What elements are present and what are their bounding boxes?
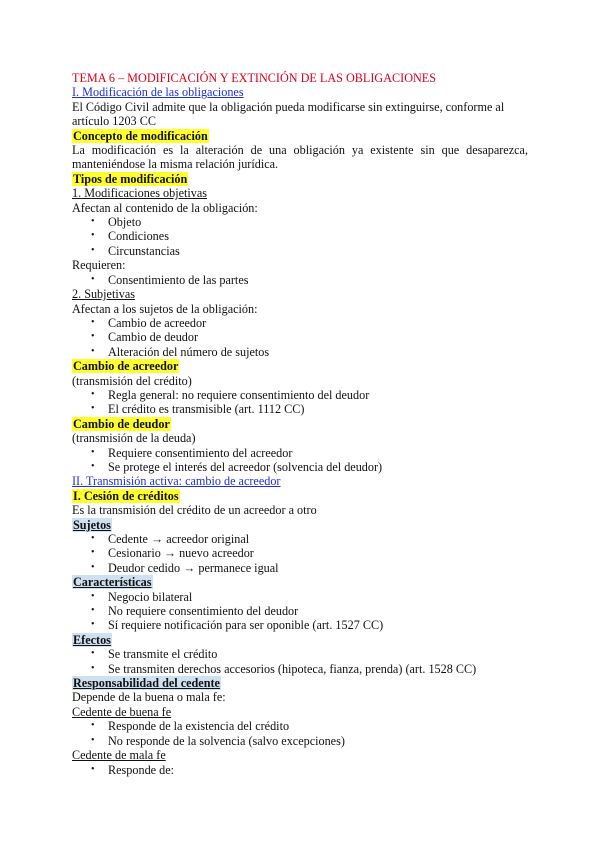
list-item: • Regla general: no requiere consentimiento del deudor [91,387,370,402]
requieren-label: Requieren: [72,258,126,273]
buena-fe-list [72,719,528,748]
efectos-heading: Efectos [73,632,111,647]
bullet-icon: • [91,605,95,617]
bullet-icon: • [91,662,95,674]
responsabilidad-heading: Responsabilidad del cedente [73,676,220,691]
buena-fe-heading: Cedente de buena fe [72,704,172,719]
requieren-list [72,273,528,287]
cambio-deudor-heading: Cambio de deudor [73,416,170,431]
list-item: • Cambio de acreedor [91,315,207,330]
bullet-icon: • [91,230,95,242]
objetivas-heading: 1. Modificaciones objetivas [72,186,208,201]
bullet-icon: • [91,273,95,285]
list-item: • Se transmite el crédito [91,647,218,662]
concepto-text: La modificación es la alteración de una obligación ya existente sin que desaparezca, manteniéndose la misma relación jurídica. [72,143,528,172]
cambio-acreedor-heading: Cambio de acreedor [73,359,179,374]
bullet-icon: • [91,590,95,602]
sujetos-list [72,532,528,575]
list-item: • Circunstancias [91,243,180,258]
caracteristicas-list [72,590,528,633]
list-item: • Cesionario → nuevo acreedor [91,546,254,561]
bullet-icon: • [91,648,95,660]
list-item: • Deudor cedido → permanece igual [91,560,279,575]
bullet-icon: • [91,460,95,472]
concepto-heading: Concepto de modificación [73,128,208,143]
bullet-icon: • [91,345,95,357]
objetivas-list [72,215,528,258]
list-item: • Condiciones [91,229,169,244]
list-item: • Alteración del número de sujetos [91,344,270,359]
list-item: • El crédito es transmisible (art. 1112 CC) [91,402,305,417]
bullet-icon: • [91,547,95,559]
intro-line-2: artículo 1203 CC [72,114,156,129]
section-heading-transmision[interactable]: II. Transmisión activa: cambio de acreedor [72,474,281,489]
list-item: • Cambio de deudor [91,330,199,345]
cambio-acreedor-sub: (transmisión del crédito) [72,373,192,388]
list-item: • Sí requiere notificación para ser oponible (art. 1527 CC) [91,618,384,633]
list-item: • Consentimiento de las partes [91,272,249,287]
subjetivas-heading: 2. Subjetivas [72,287,135,302]
objetivas-lead: Afectan al contenido de la obligación: [72,200,258,215]
tipos-heading: Tipos de modificación [73,171,188,186]
cesion-heading: I. Cesión de créditos [73,488,179,503]
mala-fe-heading: Cedente de mala fe [72,748,166,763]
cambio-deudor-list [72,446,528,475]
responsabilidad-lead: Depende de la buena o mala fe: [72,690,226,705]
bullet-icon: • [91,720,95,732]
bullet-icon: • [91,561,95,573]
bullet-icon: • [91,619,95,631]
section-heading-modificacion[interactable]: I. Modificación de las obligaciones [72,85,244,100]
caracteristicas-heading: Características [73,575,152,590]
list-item: • Negocio bilateral [91,589,193,604]
list-item: • Requiere consentimiento del acreedor [91,445,293,460]
list-item: • Se protege el interés del acreedor (solvencia del deudor) [91,459,383,474]
cesion-text: Es la transmisión del crédito de un acreedor a otro [72,503,317,518]
intro-line-1: El Código Civil admite que la obligación pueda modificarse sin extinguirse, conforme al [72,99,505,114]
cambio-acreedor-list [72,388,528,417]
list-item: • No responde de la solvencia (salvo excepciones) [91,733,345,748]
efectos-list [72,647,528,676]
list-item: • Se transmiten derechos accesorios (hipoteca, fianza, prenda) (art. 1528 CC) [91,661,477,676]
list-item: • Objeto [91,215,142,230]
bullet-icon: • [91,331,95,343]
bullet-icon: • [91,388,95,400]
cambio-deudor-sub: (transmisión de la deuda) [72,431,196,446]
bullet-icon: • [91,446,95,458]
bullet-icon: • [91,244,95,256]
list-item: • Responde de la existencia del crédito [91,719,290,734]
bullet-icon: • [91,403,95,415]
mala-fe-list [72,763,528,777]
subjetivas-lead: Afectan a los sujetos de la obligación: [72,301,258,316]
bullet-icon: • [91,316,95,328]
sujetos-heading: Sujetos [73,517,111,532]
document-body [72,71,528,777]
bullet-icon: • [91,216,95,228]
list-item: • Cedente → acreedor original [91,532,250,546]
bullet-icon: • [91,734,95,746]
list-item: • Responde de: [91,762,175,777]
bullet-icon: • [91,533,95,544]
list-item: • No requiere consentimiento del deudor [91,604,299,619]
subjetivas-list [72,316,528,359]
document-title: TEMA 6 – MODIFICACIÓN Y EXTINCIÓN DE LAS OBLIGACIONES [72,71,437,85]
bullet-icon: • [91,763,95,775]
